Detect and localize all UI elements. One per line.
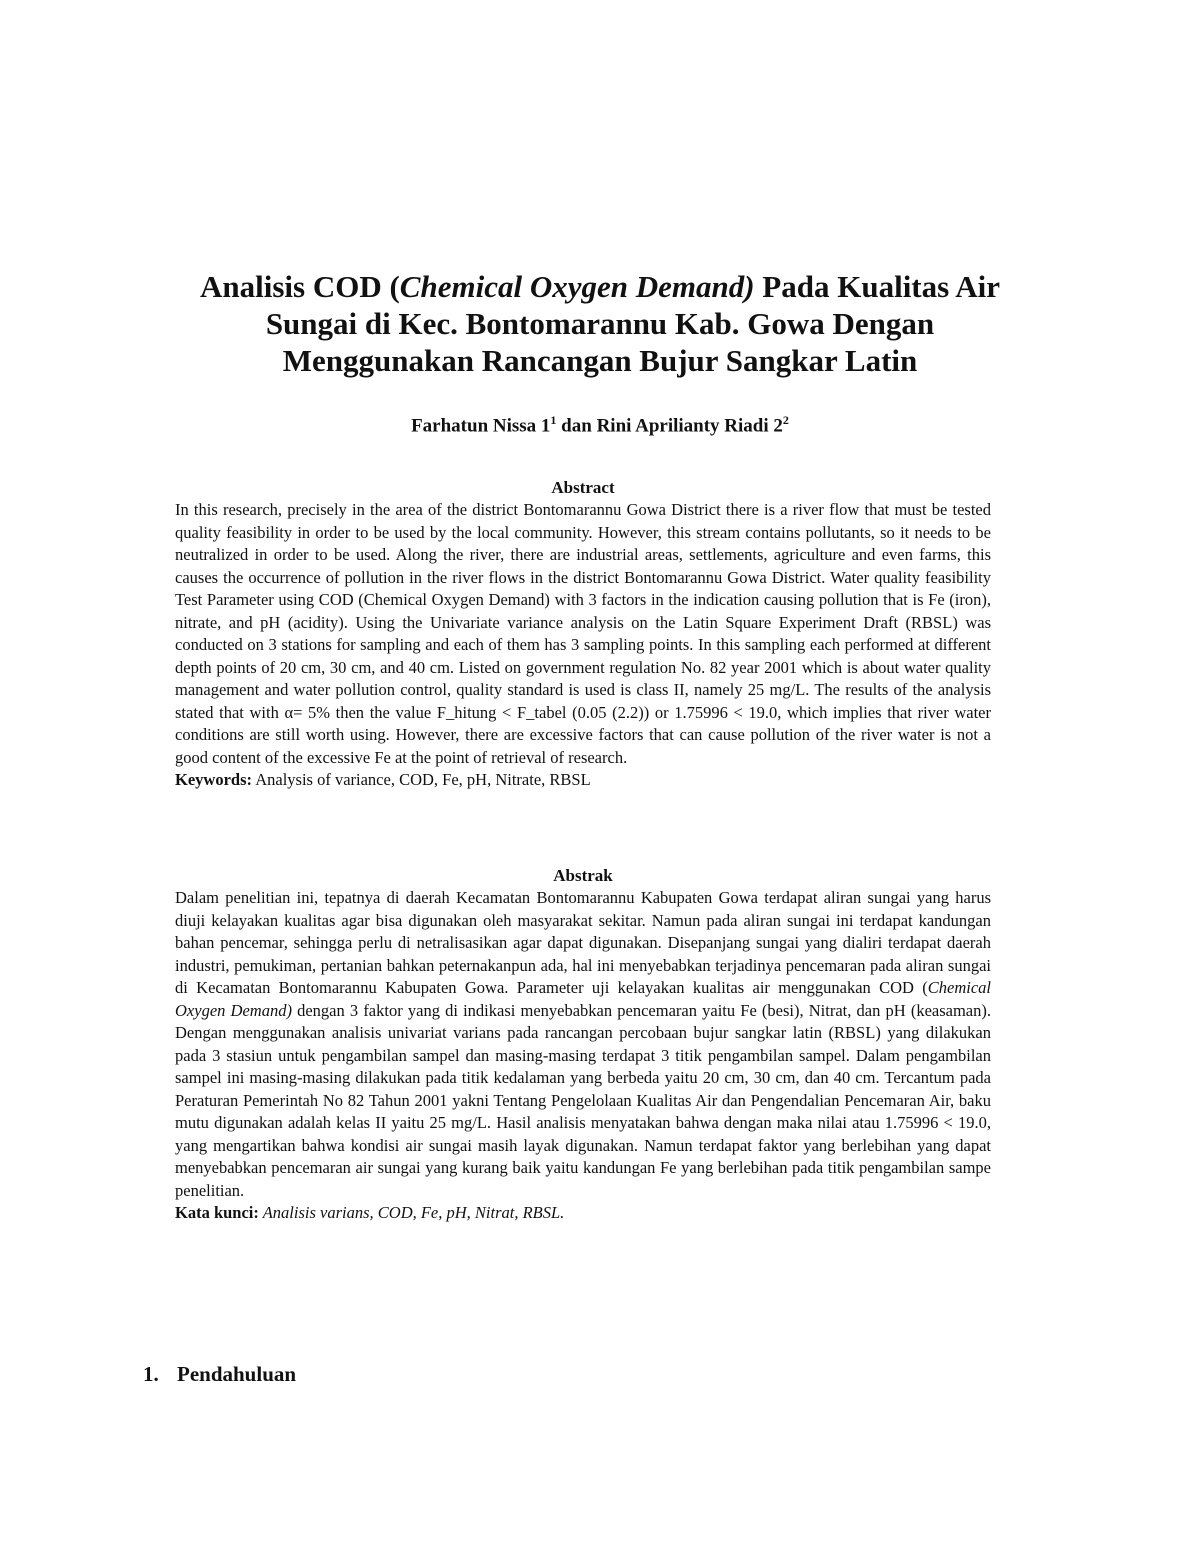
author-line	[150, 406, 1050, 440]
author-connector: dan	[556, 415, 597, 437]
abstrak-body	[175, 887, 991, 1202]
kata-kunci-label: Kata kunci:	[175, 1203, 259, 1222]
abstrak-body-part-1: Dalam penelitian ini, tepatnya di daerah Kecamatan Bontomarannu Kabupaten Gowa terdapat aliran sungai yang harus diuji kelayakan kualitas agar bisa digunakan oleh masyarakat sekitar. Namun pada aliran sungai ini terdapat kandungan bahan pencemar, sehingga perlu di netralisasikan agar dapat digunakan. Disepanjang sungai yang dialiri terdapat daerah industri, pemukiman, pertanian bahkan peternakanpun ada, hal ini menyebabkan terjadinya pencemaran pada aliran sungai di Kecamatan Bontomarannu Kabupaten Gowa. Parameter uji kelayakan kualitas air menggunakan COD (	[175, 888, 991, 997]
abstract-english	[175, 477, 991, 792]
title-italic: Chemical Oxygen Demand)	[399, 269, 755, 304]
title-line-3: Menggunakan Rancangan Bujur Sangkar Latin	[282, 343, 918, 378]
section-title: Pendahuluan	[177, 1362, 297, 1386]
title-part-2: Pada Kualitas Air	[754, 269, 1000, 304]
title-line-2: Sungai di Kec. Bontomarannu Kab. Gowa Dengan	[265, 306, 935, 341]
abstrak-heading: Abstrak	[553, 866, 613, 885]
abstract-heading: Abstract	[551, 478, 615, 497]
title-part-1: Analisis COD (	[199, 269, 400, 304]
keywords-label: Keywords:	[175, 770, 252, 789]
paper-title	[150, 268, 1050, 379]
section-heading-introduction	[143, 1360, 296, 1388]
author-1: Farhatun Nissa 1	[411, 415, 551, 437]
kata-kunci-line	[175, 1202, 991, 1225]
keywords-line	[175, 769, 991, 792]
abstract-indonesian	[175, 865, 991, 1225]
kata-kunci-list: Analisis varians, COD, Fe, pH, Nitrat, RBSL.	[258, 1203, 565, 1222]
section-number: 1.	[143, 1362, 159, 1386]
abstrak-body-italic: Chemical Oxygen Demand)	[175, 978, 991, 1020]
abstract-body: In this research, precisely in the area of the district Bontomarannu Gowa District there is a river flow that must be tested quality feasibility in order to be used by the local community. However, this stream contains pollutants, so it needs to be neutralized in order to be used. Along the river, there are industrial areas, settlements, agriculture and even farms, this causes the occurrence of pollution in the river flows in the district Bontomarannu Gowa District. Water quality feasibility Test Parameter using COD (Chemical Oxygen Demand) with 3 factors in the indication causing pollution that is Fe (iron), nitrate, and pH (acidity). Using the Univariate variance analysis on the Latin Square Experiment Draft (RBSL) was conducted on 3 stations for sampling and each of them has 3 sampling points. In this sampling each performed at different depth points of 20 cm, 30 cm, and 40 cm. Listed on government regulation No. 82 year 2001 which is about water quality management and water pollution control, quality standard is used is class II, namely 25 mg/L. The results of the analysis stated that with α= 5% then the value F_hitung < F_tabel (0.05 (2.2)) or 1.75996 < 19.0, which implies that river water conditions are still worth using. However, there are excessive factors that can cause pollution of the river water is not a good content of the excessive Fe at the point of retrieval of research.	[175, 500, 991, 767]
keywords-list: Analysis of variance, COD, Fe, pH, Nitrate, RBSL	[252, 770, 591, 789]
author-1-affiliation: 1	[550, 413, 557, 427]
abstrak-body-part-2: dengan 3 faktor yang di indikasi menyebabkan pencemaran yaitu Fe (besi), Nitrat, dan pH (keasaman). Dengan menggunakan analisis univariat varians pada rancangan percobaan bujur sangkar latin (RBSL) yang dilakukan pada 3 stasiun untuk pengambilan sampel dan masing-masing terdapat 3 titik pengambilan sampel. Dalam pengambilan sampel ini masing-masing dilakukan pada titik kedalaman yang berbeda yaitu 20 cm, 30 cm, dan 40 cm. Tercantum pada Peraturan Pemerintah No 82 Tahun 2001 yakni Tentang Pengelolaan Kualitas Air dan Pengendalian Pencemaran Air, baku mutu digunakan adalah kelas II yaitu 25 mg/L. Hasil analisis menyatakan bahwa dengan maka nilai atau 1.75996 < 19.0, yang mengartikan bahwa kondisi air sungai masih layak digunakan. Namun terdapat faktor yang berlebihan yang dapat menyebabkan pencemaran air sungai yang kurang baik yaitu kandungan Fe yang berlebihan pada titik pengambilan sampe penelitian.	[175, 1000, 991, 1200]
author-2-affiliation: 2	[782, 413, 789, 427]
author-2: Rini Aprilianty Riadi 2	[596, 415, 783, 437]
